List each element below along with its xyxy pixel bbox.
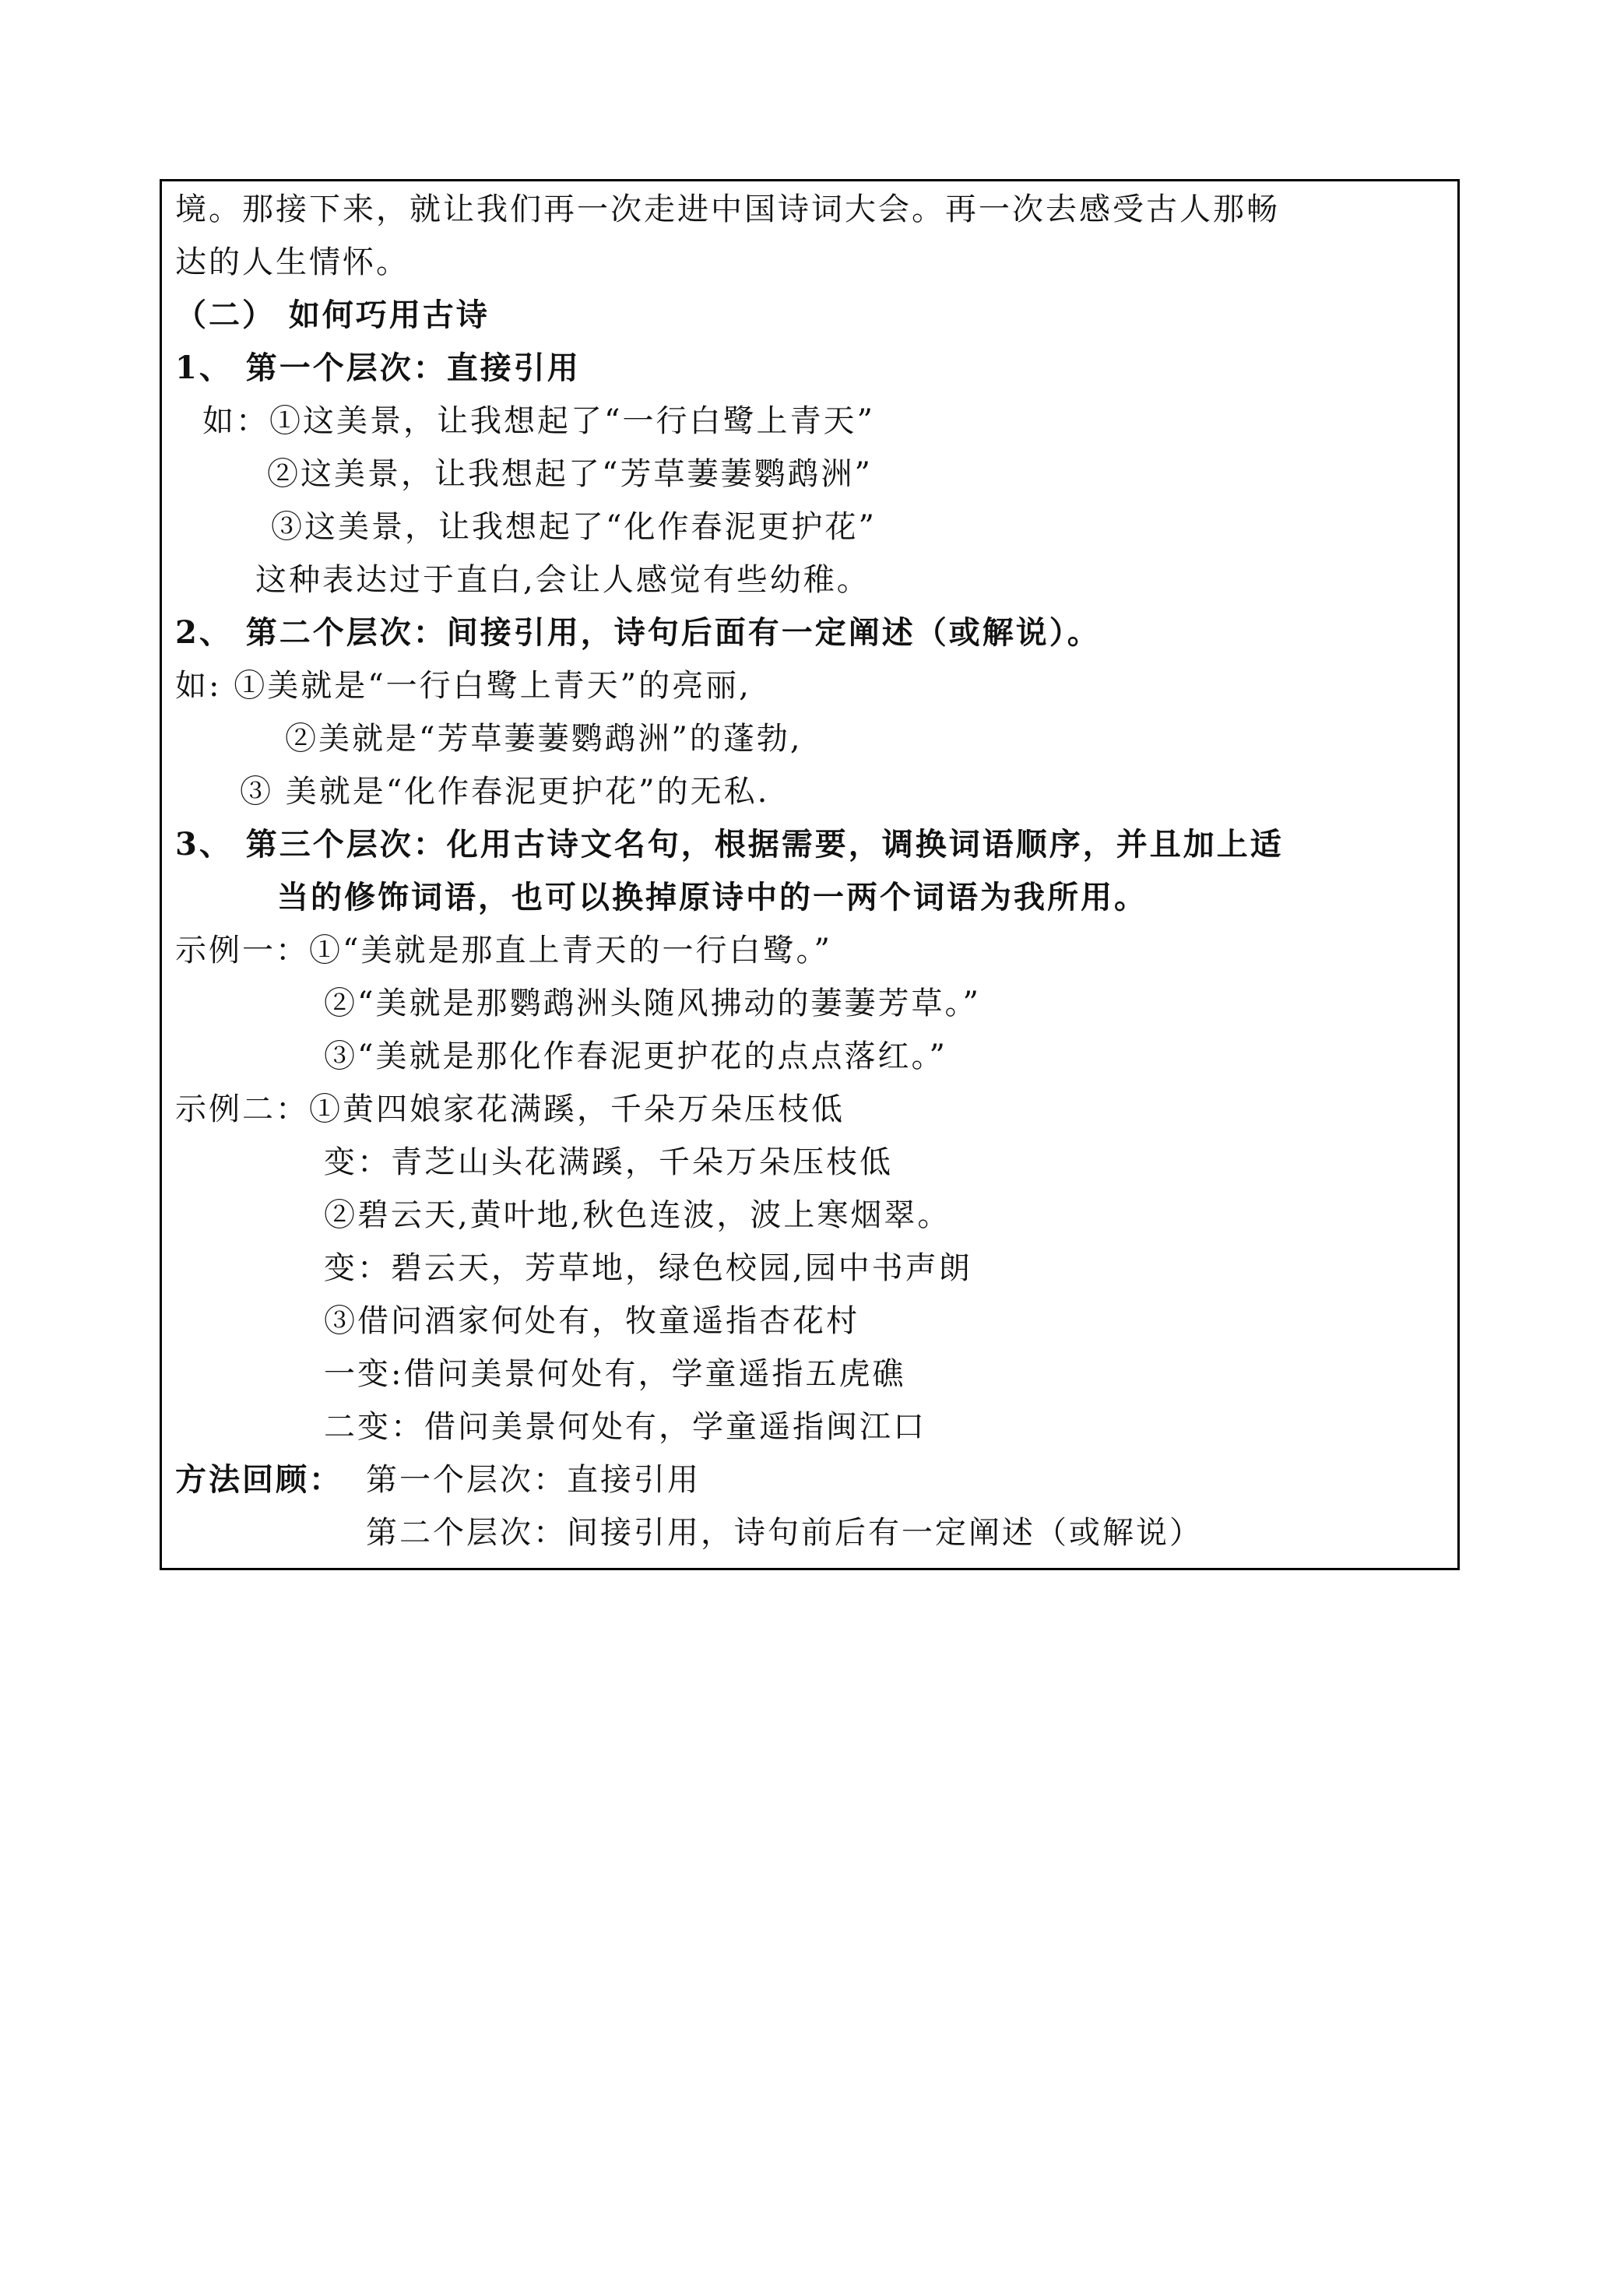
method-review-label: 方法回顾： bbox=[175, 1461, 343, 1498]
text-line: 这种表达过于直白,会让人感觉有些幼稚。 bbox=[255, 562, 870, 598]
text-line: 境。那接下来，就让我们再一次走进中国诗词大会。再一次去感受古人那畅 bbox=[175, 192, 1280, 227]
frame-spacer bbox=[160, 1570, 1460, 1571]
text-line: 示例一：①“美就是那直上青天的一行白鹭。” bbox=[175, 933, 832, 968]
text-line: ③借问酒家何处有，牧童遥指杏花村 bbox=[324, 1303, 859, 1339]
text-line: ②美就是“芳草萋萋鹦鹉洲”的蓬勃, bbox=[285, 721, 803, 757]
text-line: 变：碧云天，芳草地，绿色校园,园中书声朗 bbox=[324, 1250, 972, 1286]
text-line: 如：①这美景，让我想起了“一行白鹭上青天” bbox=[202, 403, 875, 439]
text-line: ③“美就是那化作春泥更护花的点点落红。” bbox=[324, 1039, 947, 1074]
text-line: 达的人生情怀。 bbox=[175, 244, 410, 280]
subheading: 2、 第二个层次：间接引用，诗句后面有一定阐述（或解说）。 bbox=[175, 614, 1101, 651]
subheading-continued: 当的修饰词语，也可以换掉原诗中的一两个词语为我所用。 bbox=[277, 879, 1148, 916]
text-line: 示例二：①黄四娘家花满蹊，千朵万朵压枝低 bbox=[175, 1091, 845, 1127]
text-line: ③ 美就是“化作春泥更护花”的无私. bbox=[240, 774, 770, 810]
subheading: 3、 第三个层次：化用古诗文名句，根据需要，调换词语顺序，并且加上适 bbox=[175, 826, 1284, 863]
section-heading: （二） 如何巧用古诗 bbox=[175, 297, 490, 333]
text-line: 二变：借问美景何处有，学童遥指闽江口 bbox=[324, 1409, 926, 1445]
text-line: ③这美景，让我想起了“化作春泥更护花” bbox=[271, 509, 877, 545]
text-line: 第一个层次：直接引用 bbox=[366, 1462, 701, 1498]
document-frame bbox=[160, 179, 1460, 1570]
text-line: ②碧云天,黄叶地,秋色连波，波上寒烟翠。 bbox=[324, 1197, 951, 1233]
text-line: ②这美景，让我想起了“芳草萋萋鹦鹉洲” bbox=[267, 456, 873, 492]
text-line: 变：青芝山头花满蹊，千朵万朵压枝低 bbox=[324, 1144, 893, 1180]
text-line: ②“美就是那鹦鹉洲头随风拂动的萋萋芳草。” bbox=[324, 986, 981, 1021]
text-line: 如: ①美就是“一行白鹭上青天”的亮丽, bbox=[175, 668, 751, 704]
subheading: 1、 第一个层次：直接引用 bbox=[175, 350, 581, 386]
text-line: 第二个层次：间接引用，诗句前后有一定阐述（或解说） bbox=[366, 1515, 1203, 1551]
text-line: 一变:借问美景何处有，学童遥指五虎礁 bbox=[324, 1356, 906, 1392]
